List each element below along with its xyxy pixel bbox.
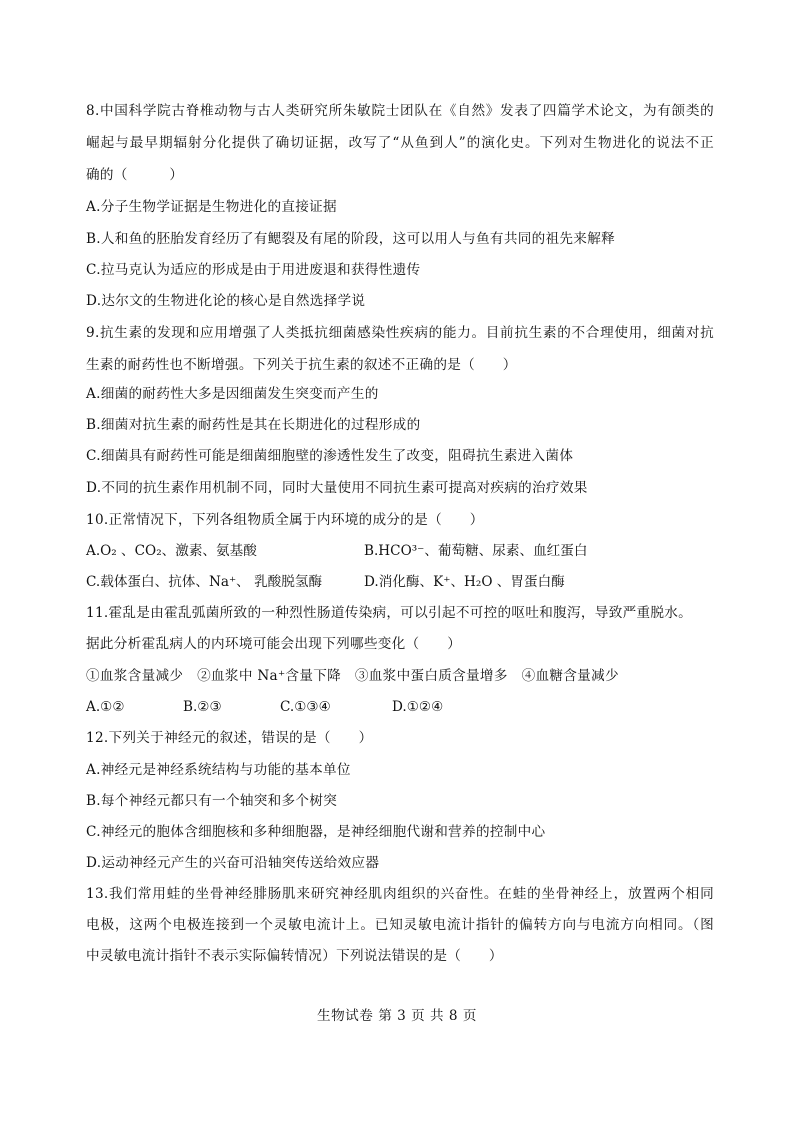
q11-stem-line2: 据此分析霍乱病人的内环境可能会出现下列哪些变化（ ） [86, 636, 462, 652]
q12-option-c: C.神经元的胞体含细胞核和多种细胞器，是神经细胞代谢和营养的控制中心 [86, 824, 546, 840]
q10-option-b: B.HCO³⁻、葡萄糖、尿素、血红蛋白 [364, 543, 588, 559]
q11-option-c: C.①③④ [280, 699, 331, 715]
q11-items: ①血浆含量减少 ②血浆中 Na⁺含量下降 ③血浆中蛋白质含量增多 ④血糖含量减少 [86, 668, 619, 684]
q13-stem-line3: 中灵敏电流计指针不表示实际偏转情况）下列说法错误的是（ ） [86, 948, 503, 964]
q9-option-b: B.细菌对抗生素的耐药性是其在长期进化的过程形成的 [86, 417, 421, 433]
q12-stem: 12.下列关于神经元的叙述，错误的是（ ） [86, 730, 373, 746]
q10-option-a: A.O₂ 、CO₂、激素、氨基酸 [86, 543, 257, 559]
page-footer: 生物试卷 第 3 页 共 8 页 [317, 1008, 477, 1024]
q10-stem: 10.正常情况下，下列各组物质全属于内环境的成分的是（ ） [86, 512, 484, 528]
q8-stem-line3: 确的（ ） [86, 167, 184, 183]
q9-stem-line2: 生素的耐药性也不断增强。下列关于抗生素的叙述不正确的是（ ） [86, 357, 517, 373]
q10-option-d: D.消化酶、K⁺、H₂O 、胃蛋白酶 [364, 574, 565, 590]
q12-option-a: A.神经元是神经系统结构与功能的基本单位 [86, 762, 351, 778]
q8-option-a: A.分子生物学证据是生物进化的直接证据 [86, 199, 337, 215]
q11-stem-line1: 11.霍乱是由霍乱弧菌所致的一种烈性肠道传染病，可以引起不可控的呕吐和腹泻，导致严重脱水。 [86, 605, 693, 621]
q11-option-b: B.②③ [183, 699, 222, 715]
q12-option-d: D.运动神经元产生的兴奋可沿轴突传送给效应器 [86, 855, 380, 871]
q8-option-c: C.拉马克认为适应的形成是由于用进废退和获得性遗传 [86, 262, 421, 278]
q13-stem-line1: 13.我们常用蛙的坐骨神经腓肠肌来研究神经肌肉组织的兴奋性。在蛙的坐骨神经上，放置两个相同 [86, 886, 714, 902]
q12-option-b: B.每个神经元都只有一个轴突和多个树突 [86, 793, 338, 809]
q8-stem-line1: 8.中国科学院古脊椎动物与古人类研究所朱敏院士团队在《自然》发表了四篇学术论文，为有颌类的 [86, 103, 714, 119]
q11-option-d: D.①②④ [392, 699, 444, 715]
q11-option-a: A.①② [86, 699, 125, 715]
q9-option-a: A.细菌的耐药性大多是因细菌发生突变而产生的 [86, 386, 379, 402]
q8-option-d: D.达尔文的生物进化论的核心是自然选择学说 [86, 293, 366, 309]
q9-option-d: D.不同的抗生素作用机制不同，同时大量使用不同抗生素可提高对疾病的治疗效果 [86, 480, 588, 496]
q13-stem-line2: 电极，这两个电极连接到一个灵敏电流计上。已知灵敏电流计指针的偏转方向与电流方向相同。（图 [86, 917, 714, 933]
q10-option-c: C.载体蛋白、抗体、Na⁺、 乳酸脱氢酶 [86, 574, 323, 590]
q8-stem-line2: 崛起与最早期辐射分化提供了确切证据，改写了“从鱼到人”的演化史。下列对生物进化的说法不正 [86, 135, 714, 151]
q9-option-c: C.细菌具有耐药性可能是细菌细胞壁的渗透性发生了改变，阻碍抗生素进入菌体 [86, 448, 574, 464]
q9-stem-line1: 9.抗生素的发现和应用增强了人类抵抗细菌感染性疾病的能力。目前抗生素的不合理使用，细菌对抗 [86, 325, 714, 341]
q8-option-b: B.人和鱼的胚胎发育经历了有鳃裂及有尾的阶段，这可以用人与鱼有共同的祖先来解释 [86, 231, 615, 247]
